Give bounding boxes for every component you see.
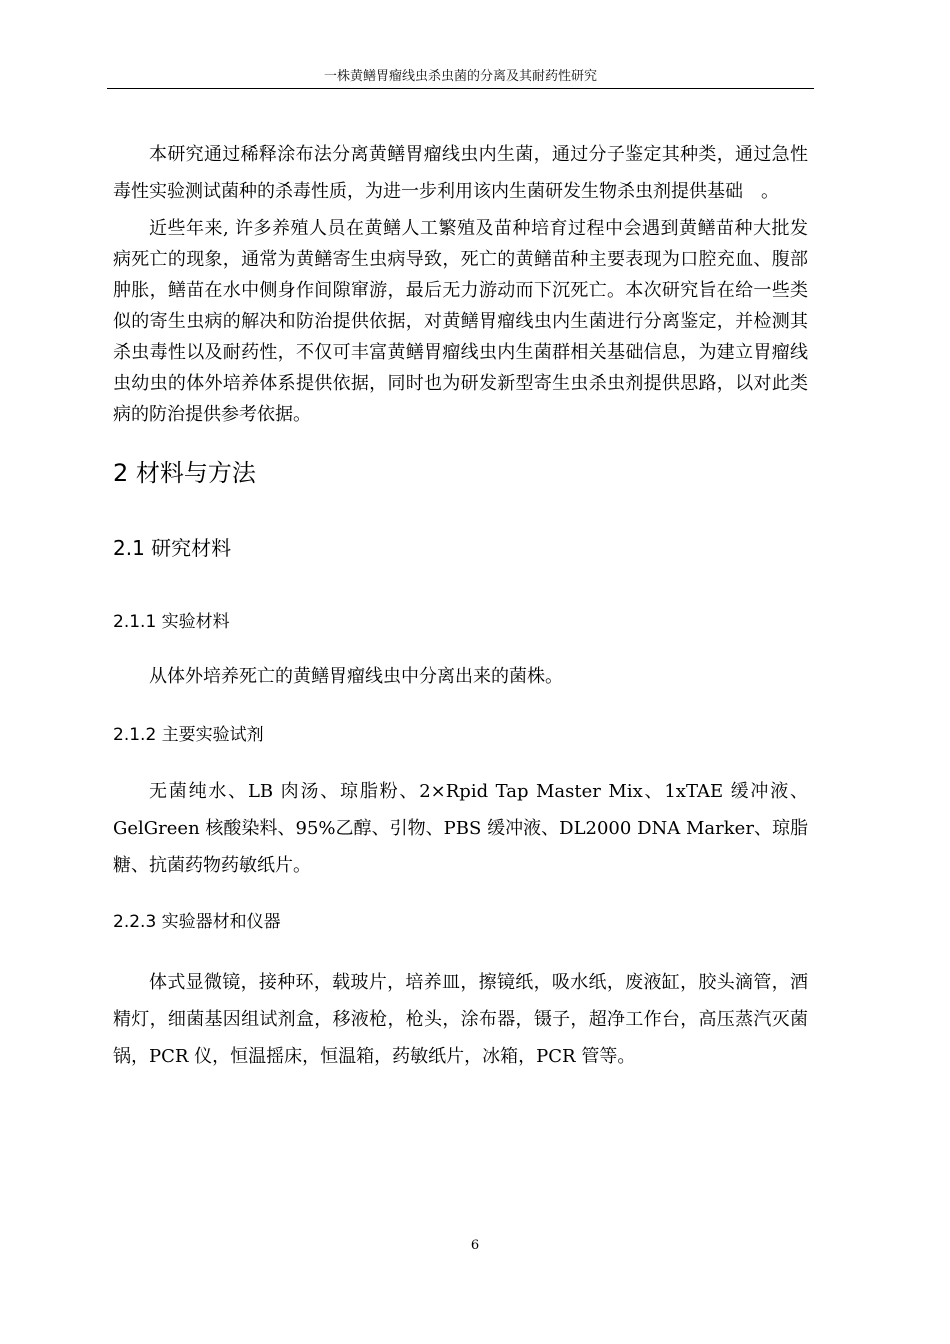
section-2-1-1-paragraph: 从体外培养死亡的黄鳝胃瘤线虫中分离出来的菌株。	[149, 666, 563, 687]
header-rule	[107, 88, 814, 89]
section-2-heading: 2 材料与方法	[113, 459, 256, 487]
intro-paragraph: 本研究通过稀释涂布法分离黄鳝胃瘤线虫内生菌，通过分子鉴定其种类，通过急性毒性实验测试菌种的杀毒性质，为进一步利用该内生菌研发生物杀虫剂提供基础 。	[113, 144, 808, 202]
section-2-1-1-heading: 2.1.1 实验材料	[113, 612, 230, 632]
section-2-1-heading: 2.1 研究材料	[113, 536, 232, 560]
page-number: 6	[470, 1238, 480, 1253]
section-2-1-2-heading: 2.1.2 主要实验试剂	[113, 725, 264, 745]
running-header: 一株黄鳝胃瘤线虫杀虫菌的分离及其耐药性研究	[323, 69, 597, 84]
section-2-2-3-paragraph: 体式显微镜，接种环，载玻片，培养皿，擦镜纸，吸水纸，废液缸，胶头滴管，酒精灯，细菌基因组试剂盒，移液枪，枪头，涂布器，镊子，超净工作台，高压蒸汽灭菌锅，PCR 仪，恒温摇床，恒温箱，药敏纸片，冰箱，PCR 管等。	[113, 972, 808, 1067]
page-content	[113, 136, 808, 1075]
background-paragraph: 近些年来, 许多养殖人员在黄鳝人工繁殖及苗种培育过程中会遇到黄鳝苗种大批发病死亡的现象，通常为黄鳝寄生虫病导致，死亡的黄鳝苗种主要表现为口腔充血、腹部肿胀，鳝苗在水中侧身作间隙窜游，最后无力游动而下沉死亡。本次研究旨在给一些类似的寄生虫病的解决和防治提供依据，对黄鳝胃瘤线虫内生菌进行分离鉴定，并检测其杀虫毒性以及耐药性，不仅可丰富黄鳝胃瘤线虫内生菌群相关基础信息，为建立胃瘤线虫幼虫的体外培养体系提供依据，同时也为研发新型寄生虫杀虫剂提供思路，以对此类病的防治提供参考依据。	[113, 218, 808, 425]
section-2-1-2-paragraph: 无菌纯水、LB 肉汤、琼脂粉、2×Rpid Tap Master Mix、1xTAE 缓冲液、GelGreen 核酸染料、95%乙醇、引物、PBS 缓冲液、DL2000 DNA Marker、琼脂糖、抗菌药物药敏纸片。	[113, 781, 808, 876]
section-2-2-3-heading: 2.2.3 实验器材和仪器	[113, 912, 281, 932]
